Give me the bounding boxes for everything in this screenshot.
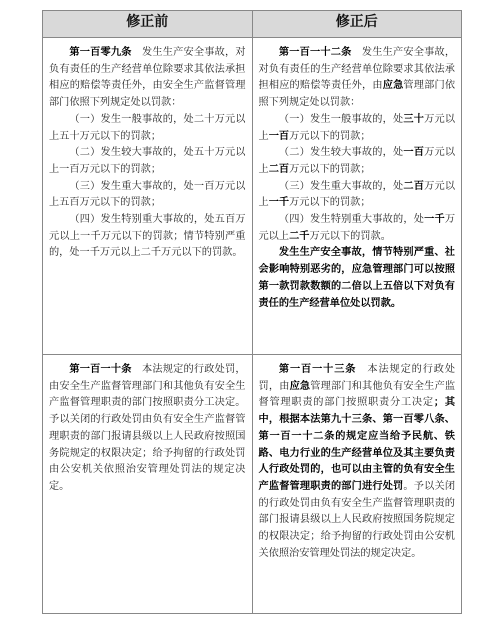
paragraph: 第一百一十三条 本法规定的行政处罚，由应急管理部门和其他负有安全生产监督管理职责的部门按照职责分工决定；其中，根据本法第九十三条、第一百零八条、第一百一十二条的规定应当给予民航、铁路、电力行业的生产经营单位及其主要负责人行政处罚的，也可以由主管的负有安全生产监督管理职责的部门进行处罚。予以关闭的行政处罚由负有安全生产监督管理职责的部门报请县级以上人民政府按照国务院规定的权限决定；给予拘留的行政处罚由公安机关依照治安管理处罚法的规定决定。 (258, 364, 456, 559)
table-row (43, 38, 462, 355)
header-before: 修正前 (43, 11, 253, 38)
paragraph: （二）发生较大事故的，处一百万元以上二百万元以下的罚款； (258, 147, 456, 175)
article-number: 第一百一十条 (69, 364, 132, 375)
cell-before-article-109 (43, 38, 253, 355)
paragraph: （一）发生一般事故的，处二十万元以上五十万元以下的罚款； (49, 113, 246, 142)
paragraph: 第一百一十二条 发生生产安全事故，对负有责任的生产经营单位除要求其依法承担相应的赔偿等责任外，由应急管理部门依照下列规定处以罚款： (258, 47, 456, 109)
paragraph: （二）发生较大事故的，处五十万元以上一百万元以下的罚款； (49, 147, 246, 175)
article-number: 第一百零九条 (69, 47, 132, 58)
table-row (43, 355, 462, 614)
paragraph: （四）发生特别重大事故的，处五百万元以上一千万元以下的罚款；情节特别严重的，处一千万元以上二千万元以下的罚款。 (49, 214, 246, 259)
paragraph: （四）发生特别重大事故的，处一千万元以上二千万元以下的罚款。 (258, 214, 456, 242)
paragraph: 第一百零九条 发生生产安全事故，对负有责任的生产经营单位除要求其依法承担相应的赔偿等责任外，由安全生产监督管理部门依照下列规定处以罚款： (49, 47, 246, 109)
header-after: 修正后 (252, 11, 462, 38)
comparison-table (42, 10, 462, 614)
paragraph: （三）发生重大事故的，处一百万元以上五百万元以下的罚款； (49, 180, 246, 209)
cell-before-article-110 (43, 355, 253, 614)
article-number: 第一百一十三条 (278, 364, 357, 375)
paragraph: （三）发生重大事故的，处二百万元以上一千万元以下的罚款； (258, 180, 456, 209)
cell-after-article-112 (252, 38, 462, 355)
paragraph-new: 发生生产安全事故，情节特别严重、社会影响特别恶劣的，应急管理部门可以按照第一款罚款数额的二倍以上五倍以下对负有责任的生产经营单位处以罚款。 (258, 247, 455, 309)
header-row (43, 11, 462, 38)
paragraph: （一）发生一般事故的，处三十万元以上一百万元以下的罚款； (258, 113, 456, 142)
cell-after-article-113 (252, 355, 462, 614)
article-number: 第一百一十二条 (278, 47, 352, 58)
paragraph: 第一百一十条 本法规定的行政处罚，由安全生产监督管理部门和其他负有安全生产监督管理职责的部门按照职责分工决定。予以关闭的行政处罚由负有安全生产监督管理职责的部门报请县级以上人民政府按照国务院规定的权限决定；给予拘留的行政处罚由公安机关依照治安管理处罚法的规定决定。 (49, 364, 246, 492)
